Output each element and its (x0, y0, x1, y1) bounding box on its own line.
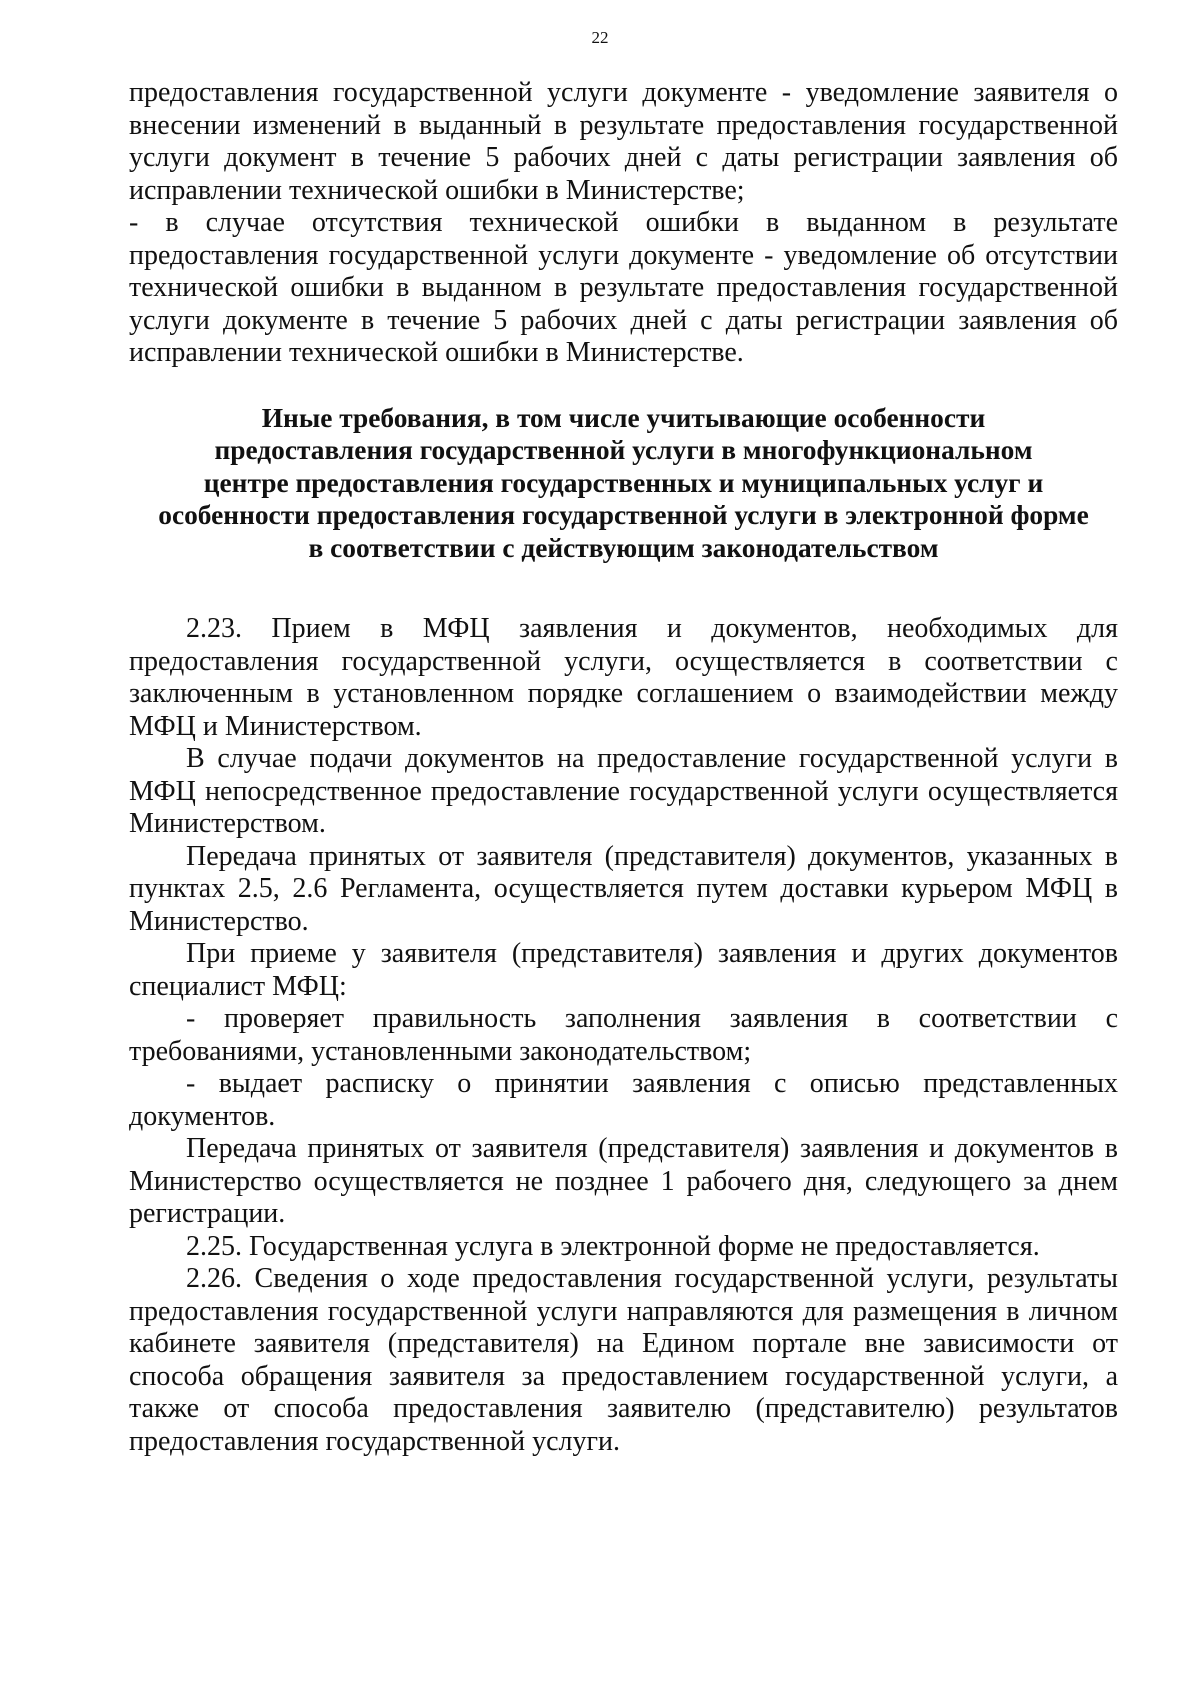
bullet-receipt: - выдает расписку о принятии заявления с описью представленных документов. (129, 1068, 1118, 1132)
paragraph-2-23: 2.23. Прием в МФЦ заявления и документов, необходимых для предоставления государственной услуги, осуществляется в соответствии с заключенным в установленном порядке соглашением о взаимодействии между МФЦ и Министерством. (129, 613, 1118, 742)
paragraph-2-25: 2.25. Государственная услуга в электронной форме не предоставляется. (186, 1230, 1040, 1262)
paragraph-reception: При приеме у заявителя (представителя) заявления и других документов специалист МФЦ: (129, 938, 1118, 1002)
section-heading-line-2: предоставления государственной услуги в многофункциональном (214, 435, 1033, 465)
paragraph-2-26: 2.26. Сведения о ходе предоставления государственной услуги, результаты предоставления государственной услуги направляются для размещения в личном кабинете заявителя (представителя) на Едином портале вне зависимости от способа обращения заявителя за предоставлением государственной услуги, а также от способа предоставления заявителю (представителю) результатов предоставления государственной услуги. (129, 1263, 1118, 1457)
document-body (129, 77, 1118, 1458)
page-number: 22 (591, 28, 609, 47)
bullet-check: - проверяет правильность заполнения заявления в соответствии с требованиями, установленными законодательством; (129, 1003, 1118, 1067)
paragraph-transfer: Передача принятых от заявителя (представителя) документов, указанных в пунктах 2.5, 2.6 Регламента, осуществляется путем доставки курьером МФЦ в Министерство. (129, 840, 1118, 937)
intro-paragraph-1: предоставления государственной услуги документе - уведомление заявителя о внесении изменений в выданный в результате предоставления государственной услуги документ в течение 5 рабочих дней с даты регистрации заявления об исправлении технической ошибки в Министерстве; (129, 77, 1118, 206)
section-heading-line-5: в соответствии с действующим законодательством (308, 532, 939, 563)
paragraph-mfc: В случае подачи документов на предоставление государственной услуги в МФЦ непосредственное предоставление государственной услуги осуществляется Министерством. (129, 743, 1118, 839)
section-heading-line-1: Иные требования, в том числе учитывающие особенности (261, 402, 986, 433)
intro-paragraph-2: - в случае отсутствия технической ошибки в выданном в результате предоставления государственной услуги документе - уведомление об отсутствии технической ошибки в выданном в результате предоставления государственной услуги документе в течение 5 рабочих дней с даты регистрации заявления об исправлении технической ошибки в Министерстве. (129, 207, 1118, 368)
paragraph-transfer-deadline: Передача принятых от заявителя (представителя) заявления и документов в Министерство осуществляется не позднее 1 рабочего дня, следующего за днем регистрации. (129, 1133, 1118, 1229)
section-heading (129, 402, 1118, 565)
section-heading-line-4: особенности предоставления государственной услуги в электронной форме (158, 500, 1089, 530)
section-heading-line-3: центре предоставления государственных и муниципальных услуг и (203, 467, 1044, 498)
